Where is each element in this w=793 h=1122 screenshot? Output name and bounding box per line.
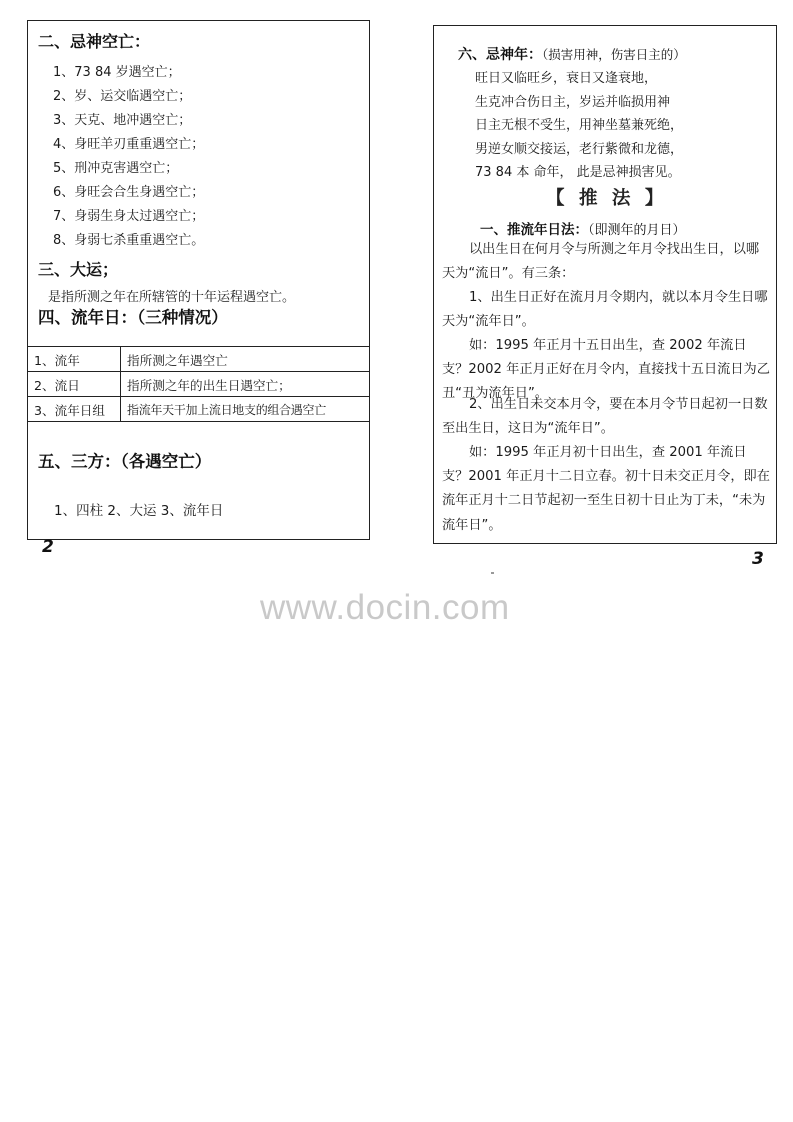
paragraph: 以出生日在何月令与所测之年月令找出生日，以哪天为“流日”。有三条： bbox=[442, 242, 760, 282]
right-page bbox=[433, 25, 777, 544]
section2-item: 3、天克、地冲遇空亡； bbox=[53, 113, 192, 128]
section6-title bbox=[458, 44, 686, 64]
verse-line: 男逆女顺交接运，老行紫微和龙德， bbox=[475, 141, 684, 157]
section2-item: 2、岁、运交临遇空亡； bbox=[53, 89, 192, 104]
section4-title: 四、流年日：（三种情况） bbox=[38, 308, 228, 327]
section6-title-text: 六、忌神年： bbox=[458, 47, 542, 63]
left-page bbox=[27, 20, 370, 540]
scan-speck bbox=[491, 572, 494, 574]
section6-verse bbox=[475, 67, 683, 185]
table-cell-label: 3、流年日组 bbox=[28, 397, 121, 422]
section2-item: 1、73 84 岁遇空亡； bbox=[53, 65, 181, 80]
section3-description: 是指所测之年在所辖管的十年运程遇空亡。 bbox=[48, 290, 296, 305]
section5-items: 1、四柱 2、大运 3、流年日 bbox=[54, 503, 224, 519]
method-title: 【 推 法 】 bbox=[546, 188, 668, 209]
liunian-table bbox=[28, 346, 369, 422]
table-row bbox=[28, 372, 369, 397]
watermark: www.docin.com bbox=[260, 588, 510, 627]
table-cell-label: 1、流年 bbox=[28, 347, 121, 372]
table-cell-label: 2、流日 bbox=[28, 372, 121, 397]
section5-title: 五、三方：（各遇空亡） bbox=[38, 452, 212, 471]
table-row bbox=[28, 347, 369, 372]
verse-line: 生克冲合伤日主，岁运并临损用神 bbox=[475, 94, 671, 110]
page-number-right: 3 bbox=[752, 549, 764, 569]
method-subtitle-text: 一、推流年日法： bbox=[480, 222, 588, 238]
method-subtitle bbox=[480, 218, 686, 238]
paragraph: 2、出生日未交本月令，要在本月令节日起初一日数至出生日，这日为“流年日”。 bbox=[442, 397, 768, 437]
method-subtitle-note: （即测年的月日） bbox=[588, 223, 686, 238]
table-cell-desc: 指所测之年的出生日遇空亡； bbox=[121, 372, 370, 397]
paragraph: 如：1995 年正月十五日出生，查 2002 年流日支？2002 年正月正好在月令内，直接找十五日流日为乙丑“丑为流年日”。 bbox=[442, 338, 770, 402]
verse-line: 73 84 本 命年， 此是忌神损害见。 bbox=[475, 165, 681, 181]
table-row bbox=[28, 397, 369, 422]
section6-subtitle: （损害用神，伤害日主的） bbox=[542, 47, 686, 62]
section2-item: 6、身旺会合生身遇空亡； bbox=[53, 185, 205, 200]
table-cell-desc: 指流年天干加上流日地支的组合遇空亡 bbox=[121, 397, 370, 422]
paragraph: 1、出生日正好在流月月令期内，就以本月令生日哪天为“流年日”。 bbox=[442, 290, 768, 330]
section2-title: 二、忌神空亡： bbox=[38, 32, 151, 51]
section2-item: 8、身弱七杀重重遇空亡。 bbox=[53, 233, 205, 248]
section2-item: 4、身旺羊刃重重遇空亡； bbox=[53, 137, 205, 152]
verse-line: 日主无根不受生，用神坐墓兼死绝， bbox=[475, 118, 684, 134]
table-cell-desc: 指所测之年遇空亡 bbox=[121, 347, 370, 372]
section2-item: 5、刑冲克害遇空亡； bbox=[53, 161, 179, 176]
verse-line: 旺日又临旺乡，衰日又逢衰地， bbox=[475, 71, 658, 86]
page-number-left: 2 bbox=[42, 537, 54, 557]
section2-item: 7、身弱生身太过遇空亡； bbox=[53, 209, 205, 224]
section3-title: 三、大运； bbox=[38, 260, 119, 279]
paragraph: 如：1995 年正月初十日出生，查 2001 年流日支？2001 年正月十二日立春。初十日未交正月令，即在流年正月十二日节起初一至生日初十日止为丁未，“未为流年日”。 bbox=[442, 445, 770, 533]
